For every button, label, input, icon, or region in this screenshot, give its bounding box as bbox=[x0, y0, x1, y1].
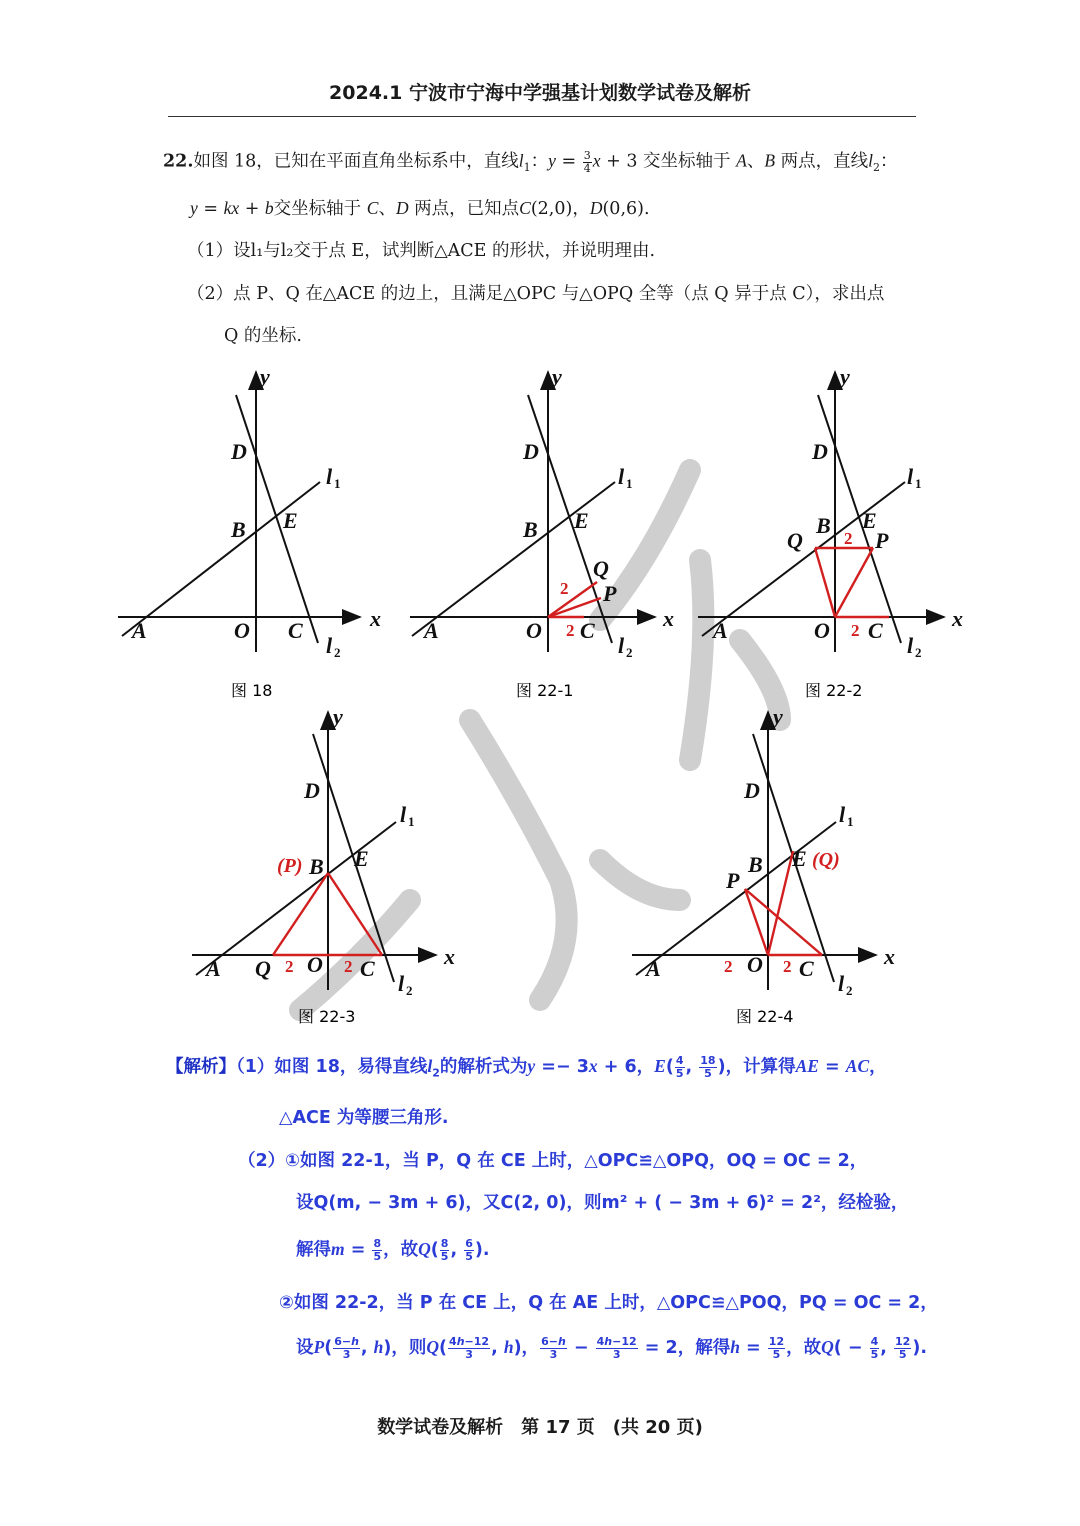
label-O: O bbox=[747, 952, 763, 977]
label-B: B bbox=[748, 852, 763, 877]
problem-part-2: （2）点 P、Q 在△ACE 的边上，且满足△OPC 与△OPQ 全等（点 Q 异于点 C），求出点 bbox=[187, 284, 885, 304]
page-header: 2024.1 宁波市宁海中学强基计划数学试卷及解析 bbox=[329, 82, 751, 104]
label-A: A bbox=[424, 618, 439, 643]
label-C: C bbox=[868, 618, 883, 643]
label-2: 2 bbox=[851, 621, 860, 640]
label-O: O bbox=[526, 618, 542, 643]
label-l2: l bbox=[838, 971, 845, 996]
label-l1-sub: 1 bbox=[334, 476, 341, 491]
label-2: 2 bbox=[783, 957, 792, 976]
solution-line-6: ②如图 22-2，当 P 在 CE 上，Q 在 AE 上时，△OPC≌△POQ，PQ = OC = 2， bbox=[279, 1293, 938, 1313]
label-2: 2 bbox=[844, 529, 853, 548]
label-x: x bbox=[884, 944, 895, 969]
solution-text: ，故 bbox=[786, 1338, 822, 1358]
label-C: C bbox=[288, 618, 303, 643]
label-y: y bbox=[552, 364, 562, 389]
label-A: A bbox=[132, 618, 147, 643]
problem-part-1: （1）设l₁与l₂交于点 E，试判断△ACE 的形状，并说明理由. bbox=[187, 241, 656, 261]
solution-text: ，故 bbox=[383, 1240, 419, 1260]
solution-text: 设 bbox=[296, 1338, 314, 1358]
label-E: E bbox=[792, 846, 807, 871]
page-footer: 数学试卷及解析 第 17 页 (共 20 页) bbox=[377, 1417, 703, 1438]
figure-22-2 bbox=[698, 372, 944, 652]
label-l2: l bbox=[326, 633, 333, 658]
label-x: x bbox=[444, 944, 455, 969]
line-l2 bbox=[236, 395, 318, 643]
label-E: E bbox=[354, 846, 369, 871]
problem-text: 交坐标轴于 bbox=[273, 199, 362, 219]
label-l1-sub: 1 bbox=[847, 814, 854, 829]
solution-text: ，则 bbox=[391, 1338, 427, 1358]
label-D: D bbox=[744, 778, 760, 803]
line-l2 bbox=[528, 395, 612, 643]
label-l2-sub: 2 bbox=[626, 645, 633, 660]
label-l1-sub: 1 bbox=[626, 476, 633, 491]
label-B: B bbox=[523, 517, 538, 542]
solution-text: ，计算得 bbox=[725, 1057, 796, 1077]
problem-text: 两点，直线 bbox=[780, 151, 869, 172]
solution-line-4: 设Q(m, − 3m + 6)，又C(2, 0)，则m² + ( − 3m + 6)² = 2²，经检验， bbox=[296, 1193, 909, 1213]
label-C: C bbox=[580, 618, 595, 643]
solution-line-2: △ACE 为等腰三角形. bbox=[279, 1108, 449, 1128]
solution-tag: 【解析】 bbox=[166, 1057, 236, 1077]
problem-text: 两点，已知点 bbox=[414, 199, 520, 219]
label-Q: Q bbox=[787, 528, 803, 553]
solution-line-5: 解得m = $\frac{8}{5}$ ，故Q( $\frac{8}{5}$ , $\frac{6}{5}$ ). bbox=[296, 1236, 490, 1263]
label-B: B bbox=[231, 517, 246, 542]
label-D: D bbox=[812, 439, 828, 464]
label-E: E bbox=[862, 508, 877, 533]
problem-line-2: y = kx + b交坐标轴于 C、D 两点，已知点C(2,0)，D(0,6). bbox=[190, 198, 650, 219]
solution-text: （1）如图 18，易得直线 bbox=[236, 1057, 428, 1077]
caption-fig-22-1: 图 22-1 bbox=[516, 681, 574, 700]
label-l2: l bbox=[398, 971, 405, 996]
watermark bbox=[300, 470, 780, 1010]
label-E: E bbox=[574, 508, 589, 533]
label-C: C bbox=[799, 956, 814, 981]
solution-text: 的解析式为 bbox=[439, 1057, 528, 1077]
label-Q: Q bbox=[255, 956, 271, 981]
label-E: E bbox=[283, 508, 298, 533]
label-y: y bbox=[840, 364, 850, 389]
label-2: 2 bbox=[724, 957, 733, 976]
label-C: C bbox=[360, 956, 375, 981]
solution-text: ，解得 bbox=[677, 1338, 731, 1358]
label-2: 2 bbox=[285, 957, 294, 976]
line-l1 bbox=[702, 482, 905, 636]
label-P: P bbox=[726, 868, 740, 893]
caption-fig-18: 图 18 bbox=[231, 681, 273, 700]
label-2: 2 bbox=[566, 621, 575, 640]
label-Q-paren: (Q) bbox=[812, 849, 840, 871]
label-P: P bbox=[603, 581, 617, 606]
label-B: B bbox=[816, 513, 831, 538]
problem-number: 22. bbox=[163, 151, 194, 172]
problem-text: 交坐标轴于 bbox=[643, 151, 731, 172]
label-y: y bbox=[333, 704, 343, 729]
label-x: x bbox=[370, 606, 381, 631]
label-A: A bbox=[646, 956, 661, 981]
label-O: O bbox=[814, 618, 830, 643]
label-y: y bbox=[773, 704, 783, 729]
label-2: 2 bbox=[344, 957, 353, 976]
label-B: B bbox=[309, 854, 324, 879]
label-l2: l bbox=[907, 633, 914, 658]
label-P: P bbox=[875, 528, 889, 553]
label-l1: l bbox=[839, 802, 846, 827]
problem-line-1: 22.如图 18，已知在平面直角坐标系中，直线$l_1$：y = $\frac{3}{4}$ x + 3 交坐标轴于 A、B 两点，直线$l_2$： bbox=[163, 149, 898, 175]
label-l1-sub: 1 bbox=[408, 814, 415, 829]
label-A: A bbox=[713, 618, 728, 643]
label-y: y bbox=[260, 364, 270, 389]
label-l2: l bbox=[618, 633, 625, 658]
label-l1: l bbox=[907, 464, 914, 489]
label-l2-sub: 2 bbox=[915, 645, 922, 660]
solution-text: 解得 bbox=[296, 1240, 331, 1260]
caption-fig-22-3: 图 22-3 bbox=[298, 1007, 356, 1026]
label-x: x bbox=[663, 606, 674, 631]
figure-18 bbox=[118, 372, 360, 652]
label-D: D bbox=[231, 439, 247, 464]
label-O: O bbox=[307, 952, 323, 977]
caption-fig-22-2: 图 22-2 bbox=[805, 681, 863, 700]
label-2: 2 bbox=[560, 579, 569, 598]
label-l2-sub: 2 bbox=[846, 983, 853, 998]
label-x: x bbox=[952, 606, 963, 631]
label-l1: l bbox=[618, 464, 625, 489]
label-l1: l bbox=[326, 464, 333, 489]
label-D: D bbox=[304, 778, 320, 803]
solution-line-1: 【解析】（1）如图 18，易得直线$l_2$的解析式为y =− 3x + 6，E( $\frac{4}{5}$ , $\frac{18}{5}$ )，计算得AE = AC， bbox=[166, 1053, 887, 1080]
label-l2-sub: 2 bbox=[334, 645, 341, 660]
label-Q: Q bbox=[593, 556, 609, 581]
label-A: A bbox=[206, 956, 221, 981]
caption-fig-22-4: 图 22-4 bbox=[736, 1007, 794, 1026]
label-l2-sub: 2 bbox=[406, 983, 413, 998]
figure-22-3 bbox=[192, 712, 436, 990]
label-l1-sub: 1 bbox=[915, 476, 922, 491]
label-P-paren: (P) bbox=[277, 855, 303, 877]
label-O: O bbox=[234, 618, 250, 643]
figure-22-2-red bbox=[815, 548, 889, 617]
solution-line-3: （2）①如图 22-1，当 P，Q 在 CE 上时，△OPC≌△OPQ，OQ = OC = 2， bbox=[238, 1151, 868, 1171]
solution-line-7: 设P( $\frac{6-h}{3}$ , h)，则Q( $\frac{4h-12}{3}$ , h)， $\frac{6-h}{3}$ − $\frac{4h-12}{3}$ = 2，解得h = $\frac{12}{5}$ ，故Q( − $\frac{4}{5}$ , $\frac{12}{5}$ ). bbox=[296, 1334, 927, 1361]
problem-part-2-cont: Q 的坐标. bbox=[224, 326, 302, 346]
label-l1: l bbox=[400, 802, 407, 827]
label-D: D bbox=[523, 439, 539, 464]
problem-text: 如图 18，已知在平面直角坐标系中，直线 bbox=[193, 151, 519, 172]
